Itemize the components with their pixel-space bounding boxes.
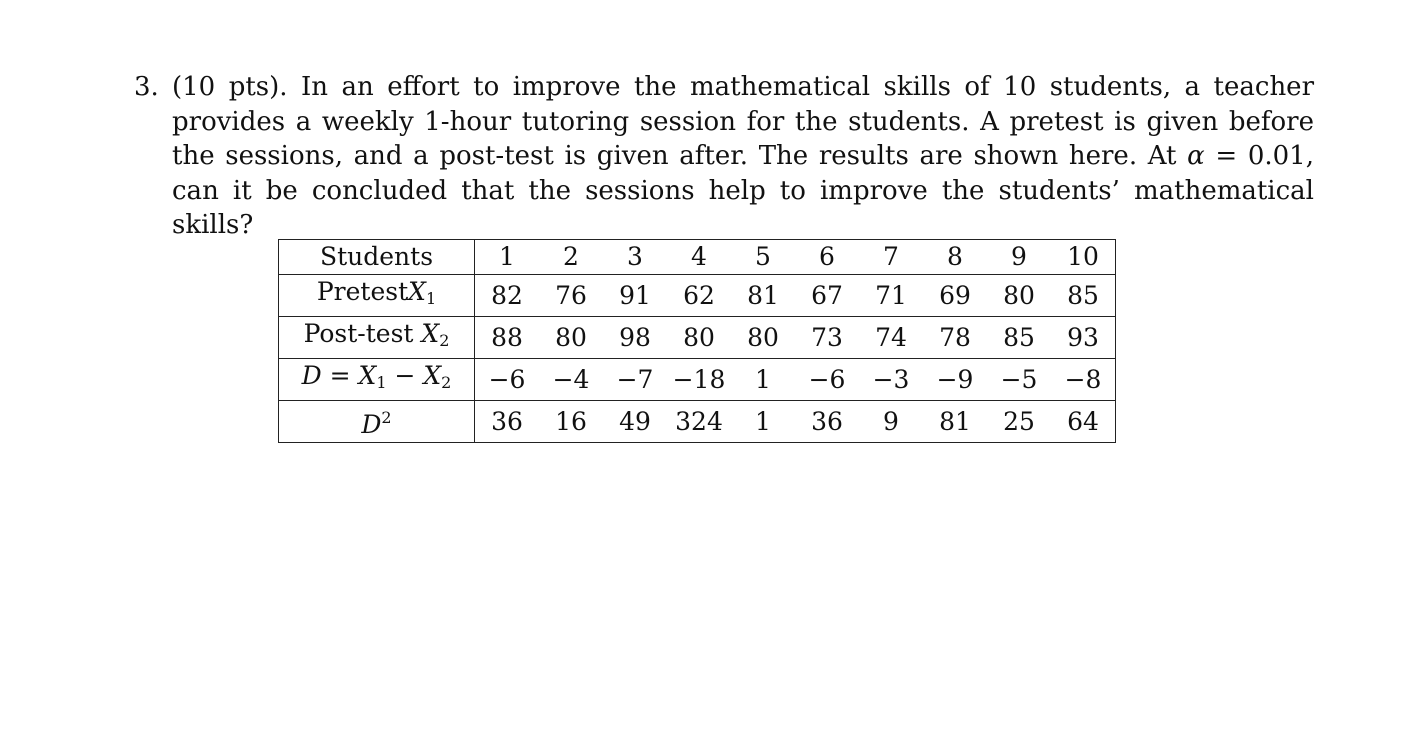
table-cell: −6 <box>795 359 859 401</box>
table-row-pretest <box>279 275 1116 317</box>
row-label-equals: = <box>321 361 359 390</box>
row-label-sub: 1 <box>376 373 387 392</box>
table-cell: −3 <box>859 359 923 401</box>
row-label-pretest <box>279 275 475 317</box>
row-label-text: Students <box>319 242 434 271</box>
table-cell: 98 <box>603 317 667 359</box>
table-cell: 36 <box>795 401 859 443</box>
row-label-var: X <box>358 361 377 390</box>
row-label-text: Post-test <box>303 319 422 348</box>
alpha-symbol: α <box>1187 141 1205 171</box>
table-cell: 62 <box>667 275 731 317</box>
table-cell: 67 <box>795 275 859 317</box>
table-cell: 81 <box>923 401 987 443</box>
table-cell: 76 <box>539 275 603 317</box>
table-row-difference-squared <box>279 401 1116 443</box>
table-cell: 80 <box>539 317 603 359</box>
table-cell: 88 <box>475 317 540 359</box>
row-label-var: D <box>301 361 322 390</box>
table-cell: −7 <box>603 359 667 401</box>
table-cell: 6 <box>795 240 859 275</box>
row-label-sup: 2 <box>381 408 392 427</box>
table-cell: 2 <box>539 240 603 275</box>
row-label-var: X <box>421 319 440 348</box>
table-cell: 7 <box>859 240 923 275</box>
table-cell: 71 <box>859 275 923 317</box>
data-table <box>278 239 1116 443</box>
table-cell: 73 <box>795 317 859 359</box>
table-cell: 1 <box>731 359 795 401</box>
row-label-posttest <box>279 317 475 359</box>
table-cell: 82 <box>475 275 540 317</box>
row-label-var: X <box>423 361 442 390</box>
table-cell: 80 <box>667 317 731 359</box>
table-cell: 36 <box>475 401 540 443</box>
table-cell: 4 <box>667 240 731 275</box>
table-cell: −9 <box>923 359 987 401</box>
table-cell: 74 <box>859 317 923 359</box>
table-cell: 85 <box>987 317 1051 359</box>
table-cell: 49 <box>603 401 667 443</box>
row-label-sub: 1 <box>425 289 437 308</box>
table-cell: 78 <box>923 317 987 359</box>
table-cell: −5 <box>987 359 1051 401</box>
problem-number: 3. <box>134 72 159 102</box>
row-label-minus: − <box>386 361 424 390</box>
problem-text-part2: = 0.01, can it be concluded that the sessions help to improve the students’ mathematical skills? <box>172 141 1314 240</box>
table-cell: 16 <box>539 401 603 443</box>
row-label-sub: 2 <box>439 331 450 350</box>
table-cell: −8 <box>1051 359 1116 401</box>
row-label-text: Pretest <box>316 277 409 306</box>
table-cell: 1 <box>475 240 540 275</box>
table-row-posttest <box>279 317 1116 359</box>
table-cell: −6 <box>475 359 540 401</box>
table-cell: −18 <box>667 359 731 401</box>
table-row-students <box>279 240 1116 275</box>
table-cell: 9 <box>859 401 923 443</box>
table-cell: 8 <box>923 240 987 275</box>
table-cell: 64 <box>1051 401 1116 443</box>
table-cell: 69 <box>923 275 987 317</box>
table-cell: 25 <box>987 401 1051 443</box>
row-label-difference-squared <box>279 401 475 443</box>
problem-statement <box>134 70 1314 243</box>
row-label-var: D <box>361 410 382 439</box>
problem-text-part1: (10 pts). In an effort to improve the mathematical skills of 10 students, a teacher provides a weekly 1-hour tutoring session for the students. A pretest is given before the sessions, and a post-test is given after. The results are shown here. At <box>172 72 1314 171</box>
row-label-students <box>279 240 475 275</box>
table-cell: 80 <box>987 275 1051 317</box>
table-cell: 324 <box>667 401 731 443</box>
table-cell: 93 <box>1051 317 1116 359</box>
row-label-var: X <box>408 277 426 306</box>
row-label-sub: 2 <box>441 373 452 392</box>
table-cell: 1 <box>731 401 795 443</box>
row-label-difference <box>279 359 475 401</box>
table-cell: 10 <box>1051 240 1116 275</box>
table-cell: 5 <box>731 240 795 275</box>
table-row-difference <box>279 359 1116 401</box>
table-cell: 85 <box>1051 275 1116 317</box>
problem-text <box>172 70 1314 243</box>
table-cell: 81 <box>731 275 795 317</box>
table-cell: 80 <box>731 317 795 359</box>
table-cell: −4 <box>539 359 603 401</box>
table-cell: 91 <box>603 275 667 317</box>
table-cell: 9 <box>987 240 1051 275</box>
table-cell: 3 <box>603 240 667 275</box>
